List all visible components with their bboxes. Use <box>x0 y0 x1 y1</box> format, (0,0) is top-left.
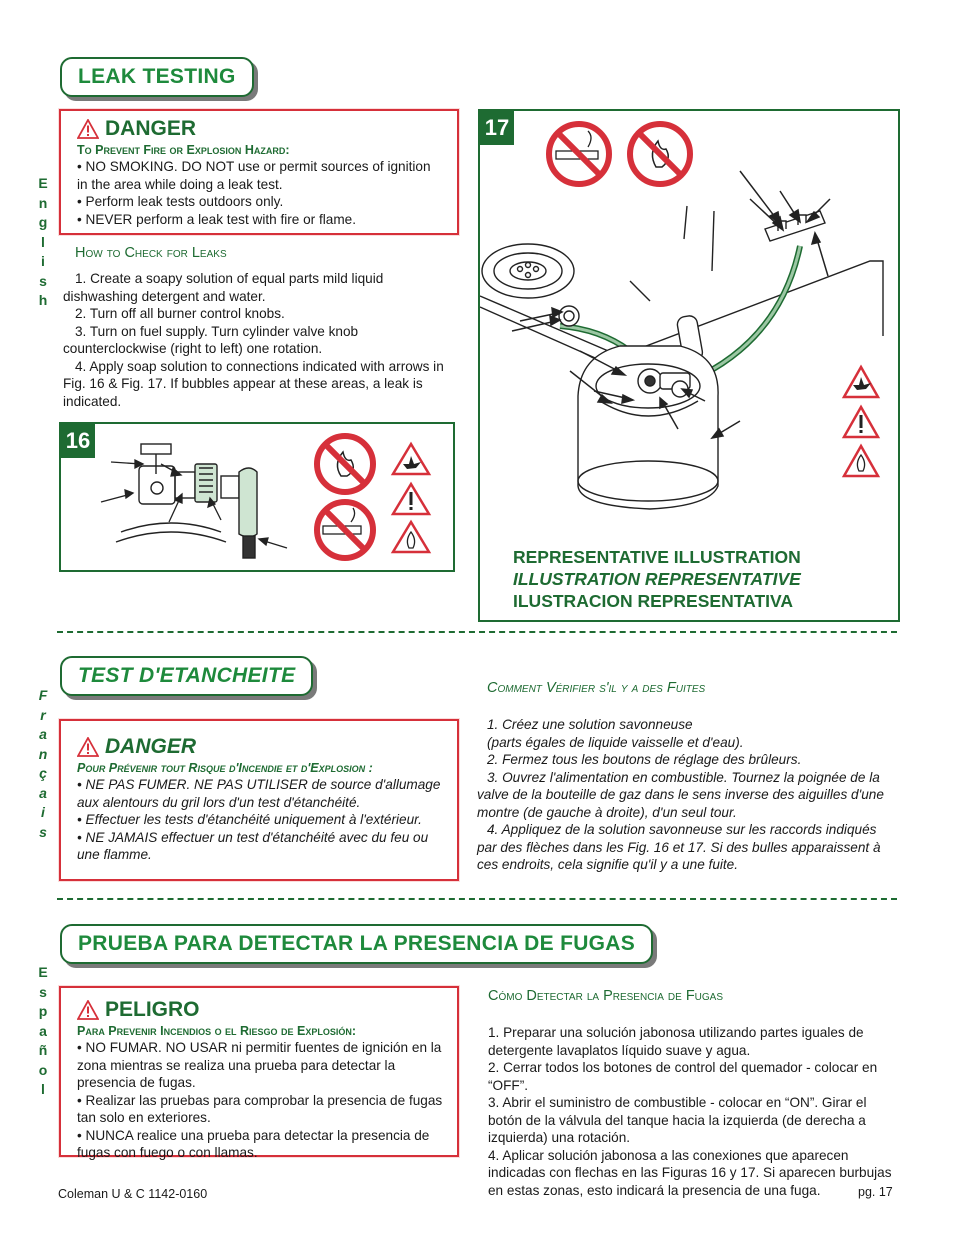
no-flame-icon <box>317 436 373 492</box>
caption-english: REPRESENTATIVE ILLUSTRATION <box>513 547 801 567</box>
warning-triangle-icon <box>77 1000 99 1020</box>
side-letter: h <box>38 292 48 308</box>
danger-subtitle: Para Prevenir Incendios o el Riesgo de Explosión: <box>77 1024 357 1038</box>
side-letter: a <box>39 1022 47 1039</box>
caption-spanish: ILUSTRACION REPRESENTATIVA <box>513 591 794 611</box>
flammable-icon <box>844 446 878 476</box>
valve-illustration <box>61 424 453 570</box>
warning-triangle-icon <box>77 737 99 757</box>
danger-title: PELIGRO <box>105 998 200 1021</box>
side-letter: i <box>41 804 45 820</box>
side-letter: ñ <box>38 1042 48 1058</box>
side-label-english <box>36 174 50 311</box>
warning-icon <box>393 484 429 514</box>
figure-number: 16 <box>61 424 95 458</box>
side-letter: o <box>38 1061 48 1078</box>
danger-box-french <box>59 719 459 881</box>
how-to-check-title: Comment Vérifier s'il y a des Fuites <box>487 680 706 696</box>
figure-16 <box>59 422 455 572</box>
side-letter: p <box>38 1003 48 1019</box>
grill-tank-illustration <box>480 111 898 531</box>
text-line: • NO SMOKING. DO NOT use or permit sources of ignition in the area while doing a leak test. <box>77 159 431 192</box>
explosion-warning-icon <box>393 444 429 474</box>
side-label-espanol <box>36 963 50 1100</box>
danger-title: DANGER <box>105 735 197 758</box>
text-line: 1. Créez une solution savonneuse <box>487 717 693 732</box>
text-line: • NE JAMAIS effectuer un test d'étanchéité avec du feu ou une flamme. <box>77 829 429 862</box>
danger-subtitle: To Prevent Fire or Explosion Hazard: <box>77 143 290 157</box>
footer-document-id: Coleman U & C 1142-0160 <box>58 1187 208 1201</box>
side-letter: s <box>39 823 47 840</box>
text-line: • Perform leak tests outdoors only. <box>77 194 284 209</box>
text-line: 1. Preparar una solución jabonosa utilizando partes iguales de detergente lavaplatos líquido suave y agua. <box>488 1025 864 1058</box>
french-steps <box>477 716 899 874</box>
danger-subtitle: Pour Prévenir tout Risque d'Incendie et d'Explosion : <box>77 761 373 775</box>
text-line: 4. Apply soap solution to connections indicated with arrows in Fig. 16 & Fig. 17. If bubbles appear at these areas, a leak is indicated. <box>63 358 444 409</box>
side-letter: g <box>38 214 48 230</box>
text-line: 4. Aplicar solución jabonosa a las conexiones que aparecen indicadas con flechas en las Figuras 16 y 17. Si aparecen burbujas en estas zonas, esto indicará la presencia de una fuga. <box>488 1147 892 1198</box>
danger-title: DANGER <box>105 117 197 140</box>
section-divider <box>57 631 897 633</box>
text-line: 3. Turn on fuel supply. Turn cylinder valve knob counterclockwise (right to left) one rotation. <box>63 323 359 356</box>
side-letter: n <box>38 745 48 762</box>
side-letter: l <box>41 1081 45 1097</box>
english-steps <box>63 270 455 410</box>
text-line: 2. Turn off all burner control knobs. <box>75 306 285 321</box>
side-letter: a <box>39 784 47 801</box>
danger-header <box>77 735 196 759</box>
spanish-steps <box>488 1024 900 1199</box>
side-letter: E <box>38 175 48 191</box>
danger-bullets <box>77 158 443 228</box>
side-label-francais <box>36 686 50 842</box>
flammable-icon <box>393 522 429 552</box>
text-line: 4. Appliquez de la solution savonneuse sur les raccords indiqués par des flèches dans les Fig. 16 et 17. Si des bulles apparaissent à ces endroits, cela signifie qu'il y a une fuite. <box>477 822 881 872</box>
text-line: • NO FUMAR. NO USAR ni permitir fuentes de ignición en la zona mientras se realiza una prueba para detectar la presencia de fugas. <box>77 1040 442 1090</box>
side-letter: i <box>41 253 45 269</box>
side-letter: F <box>38 687 48 703</box>
side-letter: s <box>39 983 47 1000</box>
no-flame-icon <box>630 124 690 184</box>
figure-number: 17 <box>480 111 514 145</box>
text-line: 2. Cerrar todos los botones de control del quemador - colocar en “OFF”. <box>488 1060 878 1093</box>
text-line: 2. Fermez tous les boutons de réglage des brûleurs. <box>487 752 802 767</box>
text-line: (parts égales de liquide vaisselle et d'eau). <box>487 734 744 750</box>
side-letter: ç <box>39 765 47 781</box>
no-smoking-icon <box>549 124 609 184</box>
side-letter: l <box>41 233 45 250</box>
text-line: 3. Abrir el suministro de combustible - colocar en “ON”. Girar el botón de la válvula del tanque hacia la izquierda (de derecha a izquierda) una rotación. <box>488 1095 867 1145</box>
section-title-test-etancheite: TEST D'ETANCHEITE <box>60 656 313 696</box>
danger-bullets <box>77 776 447 864</box>
side-letter: s <box>39 272 47 289</box>
danger-box-english <box>59 109 459 235</box>
danger-bullets <box>77 1039 447 1162</box>
no-smoking-icon <box>317 502 373 558</box>
text-line: 3. Ouvrez l'alimentation en combustible. Tournez la poignée de la valve de la bouteille de gaz dans le sens inverse des aiguilles d'une montre (de gauche à droite), d'un seul tour. <box>477 769 884 820</box>
side-letter: a <box>39 726 47 742</box>
text-line: • NE PAS FUMER. NE PAS UTILISER de source d'allumage aux alentours du gril lors d'un test d'étanchéité. <box>77 777 441 810</box>
text-line: 1. Create a soapy solution of equal parts mild liquid dishwashing detergent and water. <box>63 271 384 304</box>
side-letter: r <box>40 706 46 723</box>
text-line: • NUNCA realice una prueba para detectar la presencia de fugas con fuego o con llamas. <box>77 1127 430 1160</box>
danger-box-spanish <box>59 986 459 1160</box>
how-to-check-title: How to Check for Leaks <box>75 245 227 261</box>
warning-icon <box>844 407 878 437</box>
side-letter: E <box>38 964 48 980</box>
text-line: • NEVER perform a leak test with fire or flame. <box>77 211 356 227</box>
explosion-warning-icon <box>844 367 878 397</box>
side-letter: n <box>38 194 48 211</box>
figure-17 <box>478 109 900 622</box>
danger-header <box>77 117 196 141</box>
danger-header <box>77 998 200 1022</box>
text-line: • Realizar las pruebas para comprobar la presencia de fugas tan solo en exteriores. <box>77 1092 443 1125</box>
footer-page-number: pg. 17 <box>858 1185 893 1199</box>
section-divider <box>57 898 897 900</box>
warning-triangle-icon <box>77 119 99 139</box>
text-line: • Effectuer les tests d'étanchéité uniquement à l'extérieur. <box>77 812 422 827</box>
section-title-leak-testing: LEAK TESTING <box>60 57 254 97</box>
caption-french: ILLUSTRATION REPRESENTATIVE <box>513 569 801 589</box>
how-to-check-title: Cómo Detectar la Presencia de Fugas <box>488 988 724 1004</box>
section-title-prueba-fugas: PRUEBA PARA DETECTAR LA PRESENCIA DE FUGAS <box>60 924 653 964</box>
